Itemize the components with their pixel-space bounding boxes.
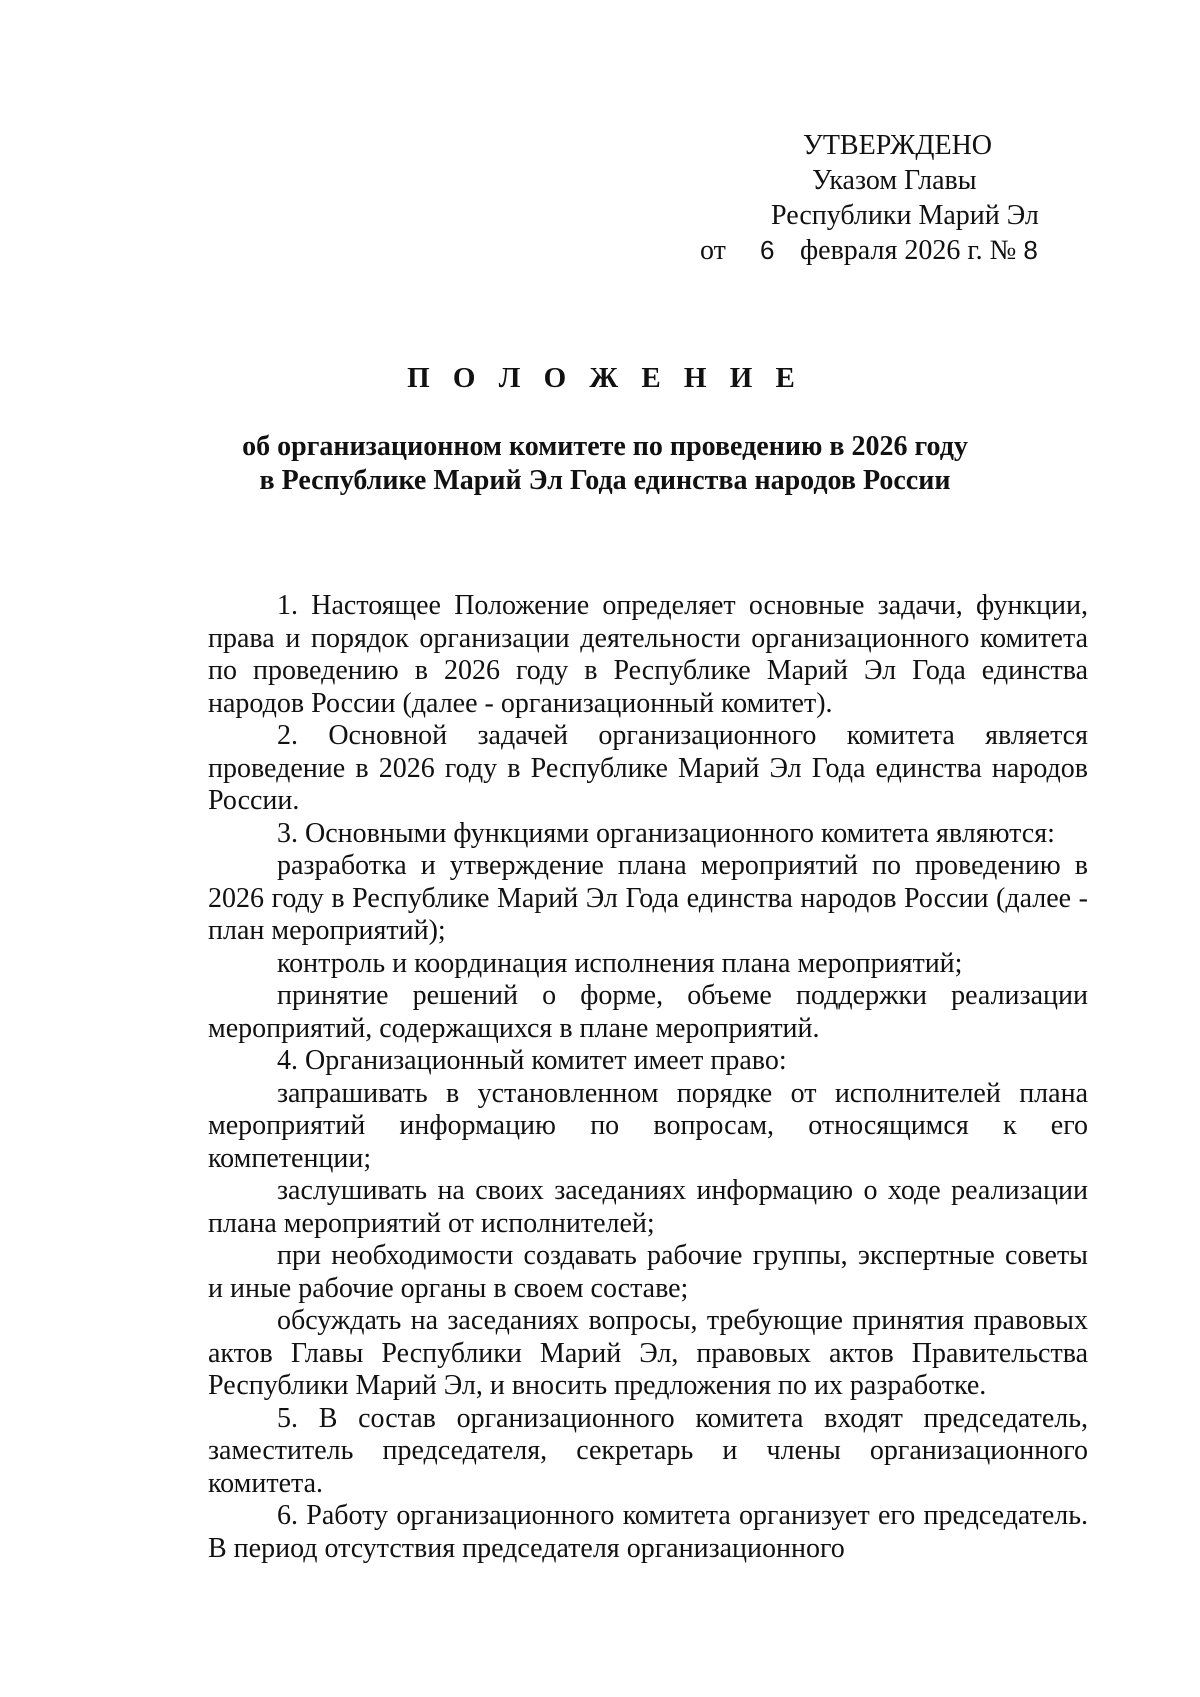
decree-date-rest: февраля 2026 г. № bbox=[800, 235, 1017, 266]
paragraph-3: 3. Основными функциями организационного комитета являются: bbox=[277, 817, 1055, 849]
subtitle-line-1: об организационном комитете по проведению в 2026 году bbox=[242, 431, 968, 462]
approved-label: УТВЕРЖДЕНО bbox=[803, 130, 993, 161]
paragraph-4: 4. Организационный комитет имеет право: bbox=[277, 1045, 787, 1076]
subtitle-line-2: в Республике Марий Эл Года единства народов России bbox=[259, 465, 951, 496]
decree-day: 6 bbox=[760, 235, 775, 265]
document-subtitle bbox=[0, 430, 1200, 498]
approval-block bbox=[700, 128, 1060, 268]
decree-date-line bbox=[700, 233, 1060, 268]
paragraph-3-item-3: принятие решений о форме, объеме поддержки реализации мероприятий, содержащихся в плане мероприятий. bbox=[208, 980, 1088, 1044]
paragraph-4-item-2: заслушивать на своих заседаниях информацию о ходе реализации плана мероприятий от исполнителей; bbox=[208, 1175, 1088, 1239]
decree-number: 8 bbox=[1023, 235, 1038, 265]
paragraph-4-item-1: запрашивать в установленном порядке от исполнителей плана мероприятий информацию по вопросам, относящимся к его компетенции; bbox=[208, 1077, 1088, 1174]
paragraph-1: 1. Настоящее Положение определяет основные задачи, функции, права и порядок организации деятельности организационного комитета по проведению в 2026 году в Республике Марий Эл Года единства народов России (далее - организационный комитет). bbox=[208, 590, 1088, 719]
document-title: П О Л О Ж Е Н И Е bbox=[407, 362, 803, 394]
paragraph-5: 5. В состав организационного комитета входят председатель, заместитель председателя, секретарь и члены организационного комитета. bbox=[208, 1402, 1088, 1499]
paragraph-6: 6. Работу организационного комитета организует его председатель. В период отсутствия председателя организационного bbox=[208, 1500, 1088, 1564]
paragraph-3-item-1: разработка и утверждение плана мероприятий по проведению в 2026 году в Республике Марий Эл Года единства народов России (далее - план мероприятий); bbox=[208, 850, 1088, 946]
paragraph-2: 2. Основной задачей организационного комитета является проведение в 2026 году в Республике Марий Эл Года единства народов России. bbox=[208, 720, 1088, 816]
paragraph-3-item-2: контроль и координация исполнения плана мероприятий; bbox=[277, 947, 963, 979]
paragraph-4-item-3: при необходимости создавать рабочие группы, экспертные советы и иные рабочие органы в своем составе; bbox=[208, 1240, 1088, 1304]
decree-of-label: Указом Главы bbox=[812, 165, 977, 196]
paragraph-4-item-4: обсуждать на заседаниях вопросы, требующие принятия правовых актов Главы Республики Марий Эл, правовых актов Правительства Республики Марий Эл, и вносить предложения по их разработке. bbox=[208, 1305, 1088, 1401]
document-body bbox=[208, 590, 1088, 1565]
date-prefix: от bbox=[700, 235, 726, 266]
republic-label: Республики Марий Эл bbox=[771, 200, 1039, 231]
